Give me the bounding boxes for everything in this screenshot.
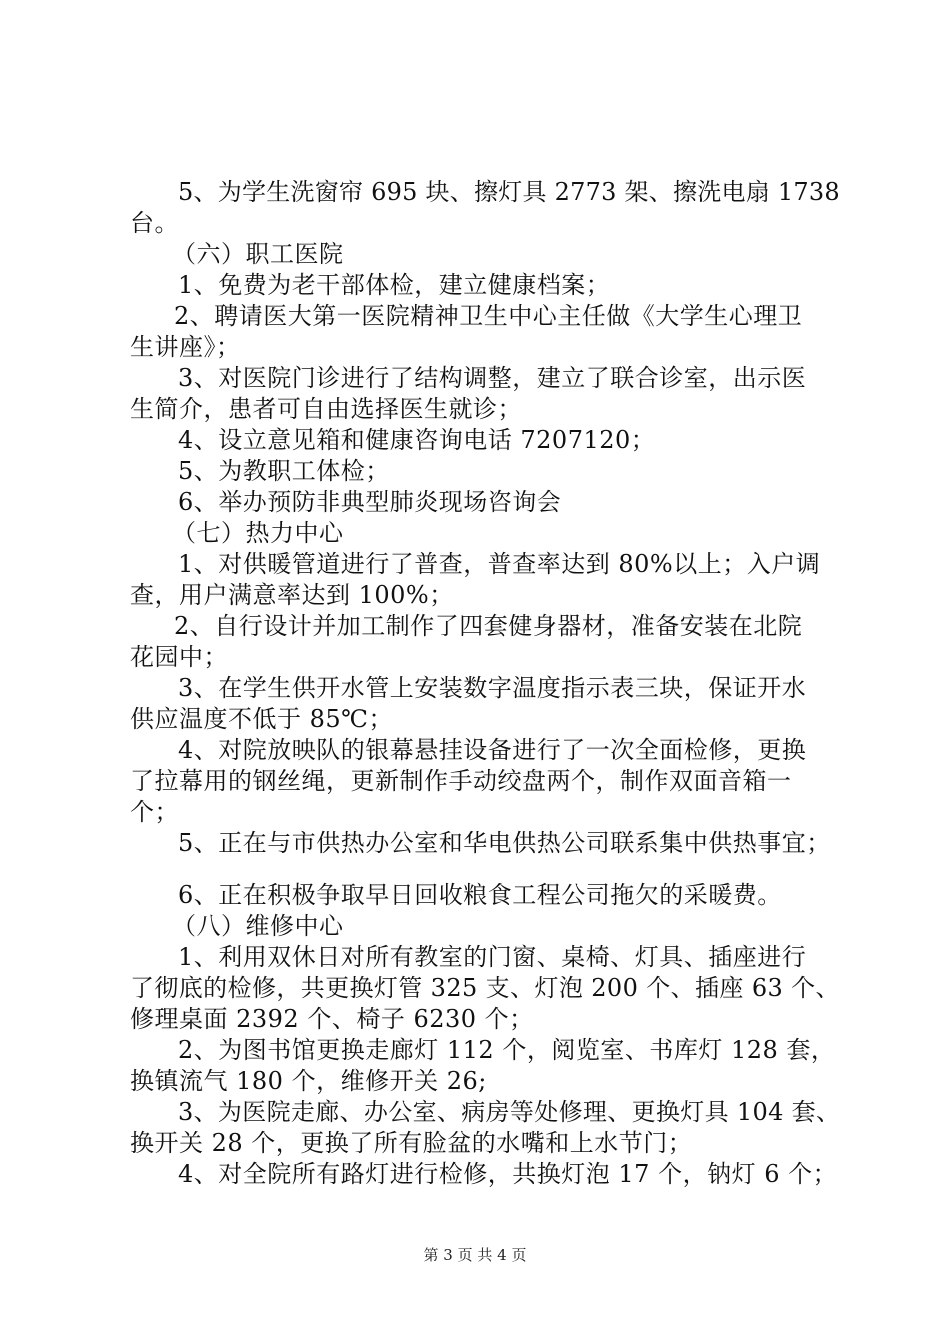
text-line: 台。 xyxy=(130,209,179,237)
text-line: 5、正在与市供热办公室和华电供热公司联系集中供热事宜； xyxy=(178,829,831,857)
text-line: 3、对医院门诊进行了结构调整，建立了联合诊室，出示医 xyxy=(178,364,807,392)
text-line: 5、为学生洗窗帘 695 块、擦灯具 2773 架、擦洗电扇 1738 xyxy=(178,178,840,206)
text-line: 个； xyxy=(130,798,179,826)
page-number-footer: 第 3 页 共 4 页 xyxy=(423,1246,527,1264)
text-line: 3、为医院走廊、办公室、病房等处修理、更换灯具 104 套、 xyxy=(178,1098,841,1126)
text-line: 4、对院放映队的银幕悬挂设备进行了一次全面检修，更换 xyxy=(178,736,807,764)
text-line: 3、在学生供开水管上安装数字温度指示表三块，保证开水 xyxy=(178,674,807,702)
text-line: 查，用户满意率达到 100%； xyxy=(130,581,454,609)
text-line: 花园中； xyxy=(130,643,228,671)
text-line: 1、免费为老干部体检，建立健康档案； xyxy=(178,271,611,299)
text-line: 2、为图书馆更换走廊灯 112 个，阅览室、书库灯 128 套， xyxy=(178,1036,836,1064)
text-line: 1、对供暖管道进行了普查，普查率达到 80%以上；入户调 xyxy=(178,550,821,578)
section-heading: （六）职工医院 xyxy=(172,240,344,268)
text-line: 6、举办预防非典型肺炎现场咨询会 xyxy=(178,488,562,516)
text-line: 修理桌面 2392 个、椅子 6230 个； xyxy=(130,1005,534,1033)
text-line: 4、设立意见箱和健康咨询电话 7207120； xyxy=(178,426,656,454)
text-line: 2、聘请医大第一医院精神卫生中心主任做《大学生心理卫 xyxy=(174,302,803,330)
text-line: 了彻底的检修，共更换灯管 325 支、灯泡 200 个、插座 63 个、 xyxy=(130,974,840,1002)
text-line: 4、对全院所有路灯进行检修，共换灯泡 17 个，钠灯 6 个； xyxy=(178,1160,838,1188)
text-line: 2、自行设计并加工制作了四套健身器材，准备安装在北院 xyxy=(174,612,803,640)
text-line: 生简介，患者可自由选择医生就诊； xyxy=(130,395,522,423)
text-line: 了拉幕用的钢丝绳，更新制作手动绞盘两个，制作双面音箱一 xyxy=(130,767,792,795)
text-line: 生讲座》； xyxy=(130,333,241,361)
section-heading: （七）热力中心 xyxy=(172,519,344,547)
section-heading: （八）维修中心 xyxy=(172,912,344,940)
text-line: 换开关 28 个，更换了所有脸盆的水嘴和上水节门； xyxy=(130,1129,693,1157)
text-line: 换镇流气 180 个，维修开关 26; xyxy=(130,1067,487,1095)
text-line: 6、正在积极争取早日回收粮食工程公司拖欠的采暖费。 xyxy=(178,881,782,909)
text-line: 供应温度不低于 85℃； xyxy=(130,705,394,733)
text-line: 1、利用双休日对所有教室的门窗、桌椅、灯具、插座进行 xyxy=(178,943,807,971)
text-line: 5、为教职工体检； xyxy=(178,457,390,485)
